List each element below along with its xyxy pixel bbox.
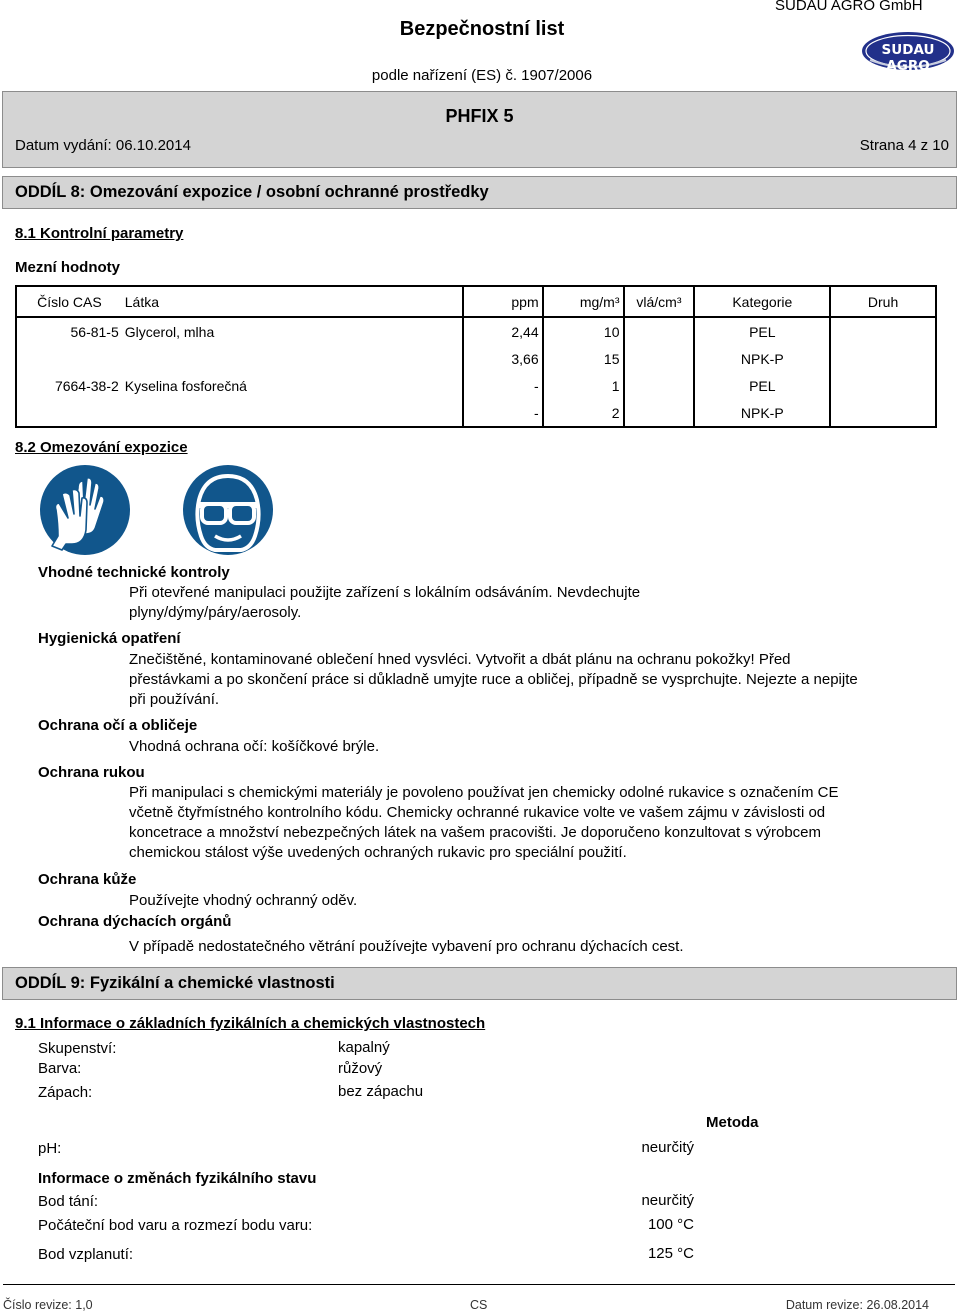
column-header: Kategorie [694, 286, 830, 317]
vla-cell [624, 345, 695, 372]
technical-controls-heading: Vhodné technické kontroly [38, 564, 230, 581]
technical-controls-text: Při otevřené manipulaci použijte zařízení s lokálním odsáváním. Nevdechujte plyny/dýmy/páry/aerosoly. [129, 584, 641, 621]
flash-point-label: Bod vzplanutí: [38, 1246, 134, 1263]
odor-label: Zápach: [38, 1084, 93, 1101]
limits-heading: Mezní hodnoty [15, 259, 120, 276]
cas-cell [16, 345, 122, 372]
skin-protection-heading: Ochrana kůže [38, 871, 137, 888]
subsection-8-1: 8.1 Kontrolní parametry [15, 225, 184, 242]
state-label: Skupenství: [38, 1040, 117, 1057]
type-cell [830, 317, 936, 345]
product-name: PHFIX 5 [445, 106, 514, 126]
odor-value: bez zápachu [338, 1083, 424, 1100]
table-row [16, 372, 936, 399]
table-row [16, 345, 936, 372]
column-header: Látka [122, 286, 463, 317]
hand-protection-heading: Ochrana rukou [38, 764, 145, 781]
substance-cell [122, 345, 463, 372]
ppm-cell: 3,66 [463, 345, 543, 372]
category-cell: PEL [694, 372, 830, 399]
type-cell [830, 345, 936, 372]
company-name: SUDAU AGRO GmbH [775, 0, 923, 14]
vla-cell [624, 317, 695, 345]
eye-protection-text: Vhodná ochrana očí: košíčkové brýle. [129, 738, 380, 755]
melting-point-value: neurčitý [641, 1192, 694, 1209]
skin-protection-text: Používejte vhodný ochranný oděv. [129, 892, 358, 909]
gloves-icon [38, 464, 132, 561]
ppm-cell: 2,44 [463, 317, 543, 345]
melting-point-label: Bod tání: [38, 1193, 99, 1210]
document-title: Bezpečnostní list [399, 18, 565, 40]
boiling-point-value: 100 °C [647, 1216, 694, 1233]
vla-cell [624, 399, 695, 427]
column-header: Číslo CAS [16, 286, 122, 317]
hygiene-heading: Hygienická opatření [38, 630, 181, 647]
limits-table [15, 285, 937, 428]
subsection-8-2: 8.2 Omezování expozice [15, 439, 188, 456]
revision-number: Číslo revize: 1,0 [3, 1298, 93, 1312]
mg-cell: 1 [543, 372, 624, 399]
section-9-title: ODDÍL 9: Fyzikální a chemické vlastnosti [15, 974, 335, 992]
column-header: ppm [463, 286, 543, 317]
column-header: mg/m³ [543, 286, 624, 317]
ppm-cell: - [463, 399, 543, 427]
page-number: Strana 4 z 10 [859, 137, 949, 154]
ppm-cell: - [463, 372, 543, 399]
cas-cell: 7664-38-2 [16, 372, 122, 399]
section-8-title: ODDÍL 8: Omezování expozice / osobní ochranné prostředky [15, 183, 489, 201]
state-value: kapalný [338, 1039, 390, 1056]
respiratory-protection-text: V případě nedostatečného větrání používejte vybavení pro ochranu dýchacích cest. [129, 938, 684, 955]
issue-date: Datum vydání: 06.10.2014 [15, 137, 191, 154]
cas-cell: 56-81-5 [16, 317, 122, 345]
substance-cell: Glycerol, mlha [124, 323, 215, 340]
color-label: Barva: [38, 1060, 82, 1077]
language-code: CS [470, 1298, 488, 1312]
respiratory-protection-heading: Ochrana dýchacích orgánů [38, 913, 232, 930]
substance-cell [122, 399, 463, 427]
category-cell: NPK-P [694, 399, 830, 427]
subsection-9-1: 9.1 Informace o základních fyzikálních a chemických vlastnostech [15, 1015, 486, 1032]
vla-cell [624, 372, 695, 399]
mg-cell: 2 [543, 399, 624, 427]
cas-cell [16, 399, 122, 427]
category-cell: NPK-P [694, 345, 830, 372]
state-changes-heading: Informace o změnách fyzikálního stavu [38, 1170, 317, 1187]
type-cell [830, 372, 936, 399]
color-value: růžový [338, 1060, 383, 1077]
mg-cell: 10 [543, 317, 624, 345]
ph-value: neurčitý [641, 1139, 694, 1156]
method-heading: Metoda [706, 1114, 759, 1131]
type-cell [830, 399, 936, 427]
substance-cell: Kyselina fosforečná [124, 377, 247, 394]
footer-divider [3, 1284, 955, 1285]
category-cell: PEL [694, 317, 830, 345]
column-header: Druh [830, 286, 936, 317]
regulation-line: podle nařízení (ES) č. 1907/2006 [371, 67, 593, 84]
hand-protection-text: Při manipulaci s chemickými materiály je povoleno používat jen chemicky odolné rukavice s označením CE včetně čtyřmístného kontrolního kódu. Chemicky ochranné rukavice volte ve vašem zájmu v závislosti od koncetrace a množství nebezpečných látek na vašem pracovišti. Je doporučeno konzultovat s výrobcem chemickou stálost výše uvedených ochraných rukavic pro speciální použití. [129, 784, 839, 861]
section-8-header [2, 176, 957, 209]
flash-point-value: 125 °C [647, 1245, 694, 1262]
mg-cell: 15 [543, 345, 624, 372]
hygiene-text: Znečištěné, kontaminované oblečení hned vysvléci. Vytvořit a dbát plánu na ochranu pokožky! Před přestávkami a po skončení práce si důkladně umyjte ruce a obličej, případně se vysprchujte. Nejezte a nepijte při používání. [129, 651, 858, 708]
boiling-point-label: Počáteční bod varu a rozmezí bodu varu: [38, 1217, 313, 1234]
logo-text: SUDAU AGRO [881, 42, 935, 74]
ph-label: pH: [38, 1140, 62, 1157]
revision-date: Datum revize: 26.08.2014 [785, 1298, 929, 1312]
goggles-icon [181, 464, 275, 561]
table-row [16, 399, 936, 427]
column-header: vlá/cm³ [624, 286, 695, 317]
company-logo [860, 30, 956, 72]
product-header [2, 91, 957, 168]
table-header-row [16, 286, 936, 317]
eye-protection-heading: Ochrana očí a obličeje [38, 717, 198, 734]
section-9-header [2, 967, 957, 1000]
table-row [16, 317, 936, 345]
